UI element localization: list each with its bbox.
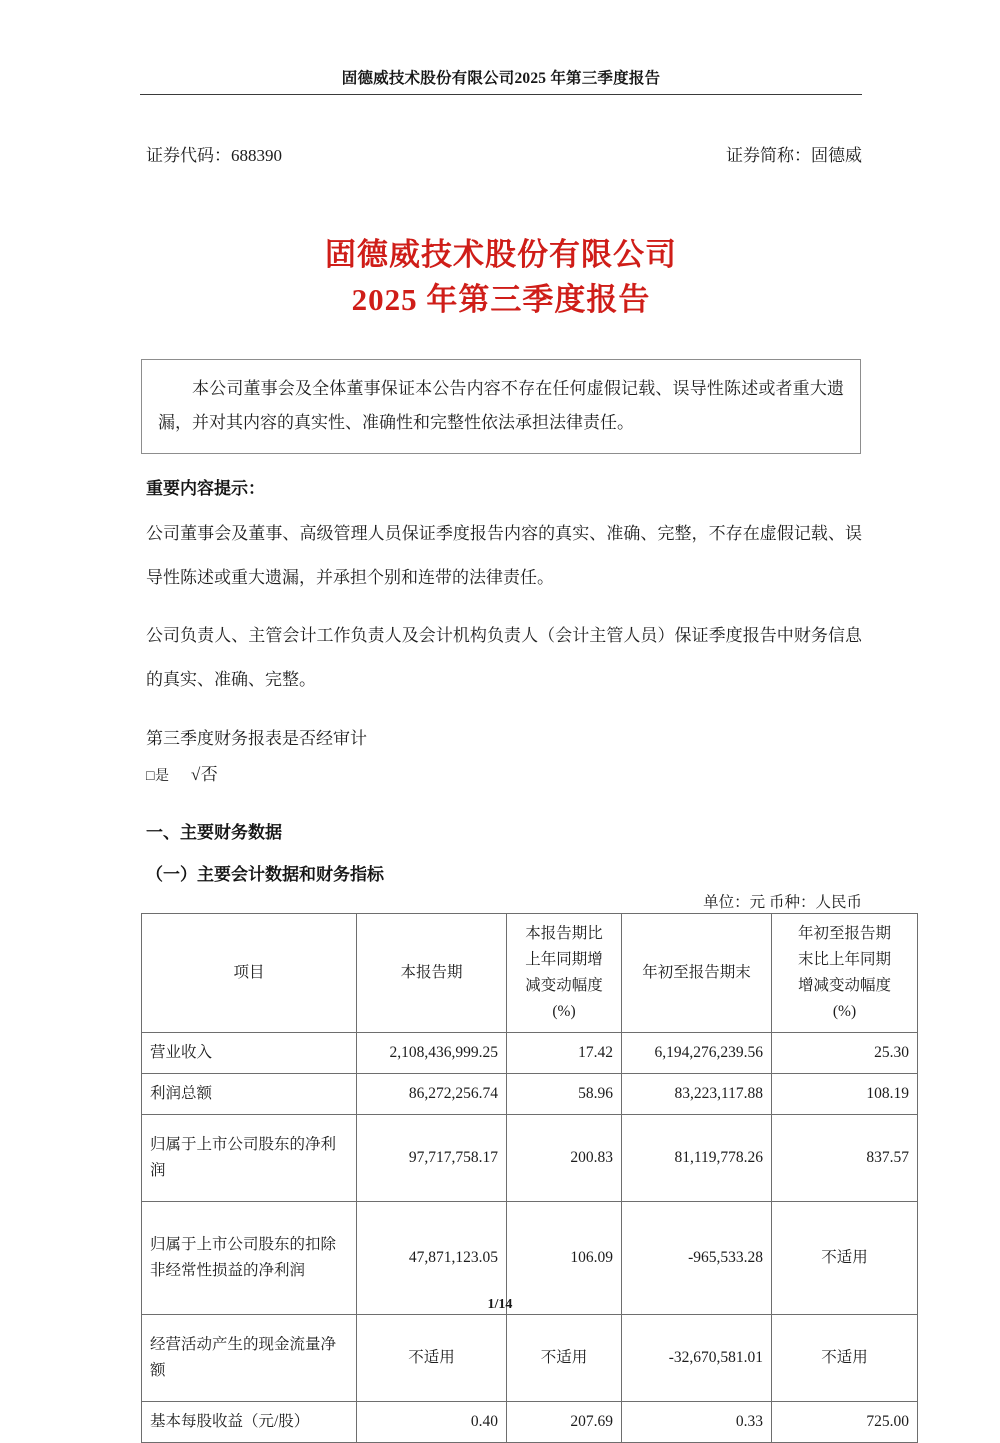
table-header-row bbox=[142, 914, 918, 1033]
board-statement-text: 本公司董事会及全体董事保证本公告内容不存在任何虚假记载、误导性陈述或者重大遗漏，并对其内容的真实性、准确性和完整性依法承担法律责任。 bbox=[158, 379, 844, 432]
running-header: 固德威技术股份有限公司2025 年第三季度报告 bbox=[341, 70, 661, 87]
row-ytd-pct: 725.00 bbox=[772, 1402, 918, 1443]
row-ytd-value: 6,194,276,239.56 bbox=[622, 1033, 772, 1074]
section-heading-accounting-indicators: （一）主要会计数据和财务指标 bbox=[146, 865, 384, 884]
table-unit-note: 单位：元 币种：人民币 bbox=[703, 894, 862, 911]
header-line: 本报告期 bbox=[400, 964, 463, 981]
row-current-value: 不适用 bbox=[357, 1315, 507, 1402]
header-line: 减变动幅度 bbox=[525, 977, 603, 994]
row-ytd-value: 0.33 bbox=[622, 1402, 772, 1443]
header-line: 末比上年同期 bbox=[797, 951, 891, 968]
row-current-value: 47,871,123.05 bbox=[357, 1202, 507, 1315]
board-statement-box bbox=[141, 359, 861, 454]
row-ytd-value: 81,119,778.26 bbox=[622, 1115, 772, 1202]
row-current-pct: 106.09 bbox=[507, 1202, 622, 1315]
table-header-ytd-change-pct bbox=[772, 914, 918, 1033]
main-financial-data-table bbox=[141, 913, 918, 1443]
header-rule-divider bbox=[140, 94, 862, 95]
row-ytd-pct: 108.19 bbox=[772, 1074, 918, 1115]
table-row bbox=[142, 1033, 918, 1074]
table-row bbox=[142, 1115, 918, 1202]
row-ytd-pct: 25.30 bbox=[772, 1033, 918, 1074]
row-current-value: 97,717,758.17 bbox=[357, 1115, 507, 1202]
row-current-value: 2,108,436,999.25 bbox=[357, 1033, 507, 1074]
row-current-pct: 207.69 bbox=[507, 1402, 622, 1443]
audit-choice-row bbox=[146, 760, 367, 792]
row-current-pct: 200.83 bbox=[507, 1115, 622, 1202]
header-line: 增减变动幅度 bbox=[797, 977, 891, 994]
row-item-label: 归属于上市公司股东的扣除非经常性损益的净利润 bbox=[142, 1202, 357, 1315]
header-line: 上年同期增 bbox=[525, 951, 603, 968]
row-ytd-pct: 不适用 bbox=[772, 1202, 918, 1315]
table-header-year-to-date bbox=[622, 914, 772, 1033]
row-ytd-value: 83,223,117.88 bbox=[622, 1074, 772, 1115]
page-title-line2: 2025 年第三季度报告 bbox=[351, 282, 651, 317]
row-current-pct: 不适用 bbox=[507, 1315, 622, 1402]
table-row bbox=[142, 1402, 918, 1443]
row-item-label: 基本每股收益（元/股） bbox=[142, 1402, 357, 1443]
header-line: 年初至报告期 bbox=[797, 925, 891, 942]
row-current-value: 0.40 bbox=[357, 1402, 507, 1443]
table-header-item bbox=[142, 914, 357, 1033]
row-item-label: 归属于上市公司股东的净利润 bbox=[142, 1115, 357, 1202]
audit-option-yes[interactable]: □是 bbox=[146, 769, 170, 784]
table-row bbox=[142, 1074, 918, 1115]
row-current-pct: 17.42 bbox=[507, 1033, 622, 1074]
row-current-value: 86,272,256.74 bbox=[357, 1074, 507, 1115]
page-title-line1: 固德威技术股份有限公司 bbox=[325, 237, 677, 272]
page-title bbox=[140, 232, 862, 322]
important-notice-heading: 重要内容提示： bbox=[146, 479, 265, 498]
table-row bbox=[142, 1315, 918, 1402]
row-item-label: 营业收入 bbox=[142, 1033, 357, 1074]
header-line: (%) bbox=[552, 1003, 576, 1020]
header-line: 年初至报告期末 bbox=[642, 964, 751, 981]
important-notice-paragraph-1: 公司董事会及董事、高级管理人员保证季度报告内容的真实、准确、完整，不存在虚假记载、误导性陈述或重大遗漏，并承担个别和连带的法律责任。 bbox=[146, 524, 862, 587]
important-notice-paragraph-2: 公司负责人、主管会计工作负责人及会计机构负责人（会计主管人员）保证季度报告中财务信息的真实、准确、完整。 bbox=[146, 626, 862, 689]
row-ytd-pct: 不适用 bbox=[772, 1315, 918, 1402]
security-code: 证券代码：688390 bbox=[146, 146, 282, 165]
header-line: 本报告期比 bbox=[525, 925, 603, 942]
security-info-row bbox=[146, 141, 862, 166]
row-ytd-value: -965,533.28 bbox=[622, 1202, 772, 1315]
row-ytd-value: -32,670,581.01 bbox=[622, 1315, 772, 1402]
section-heading-main-financial-data: 一、主要财务数据 bbox=[146, 823, 282, 842]
security-short-name: 证券简称：固德威 bbox=[726, 146, 862, 165]
table-header-current-period-change-pct bbox=[507, 914, 622, 1033]
audit-question-block bbox=[146, 724, 367, 792]
audit-question-text: 第三季度财务报表是否经审计 bbox=[146, 729, 367, 748]
row-item-label: 经营活动产生的现金流量净额 bbox=[142, 1315, 357, 1402]
table-header-current-period bbox=[357, 914, 507, 1033]
row-current-pct: 58.96 bbox=[507, 1074, 622, 1115]
page-number: 1/14 bbox=[487, 1297, 513, 1312]
header-line: (%) bbox=[832, 1003, 857, 1020]
row-ytd-pct: 837.57 bbox=[772, 1115, 918, 1202]
header-line: 项目 bbox=[233, 964, 265, 981]
audit-option-no[interactable]: √否 bbox=[190, 765, 219, 784]
row-item-label: 利润总额 bbox=[142, 1074, 357, 1115]
